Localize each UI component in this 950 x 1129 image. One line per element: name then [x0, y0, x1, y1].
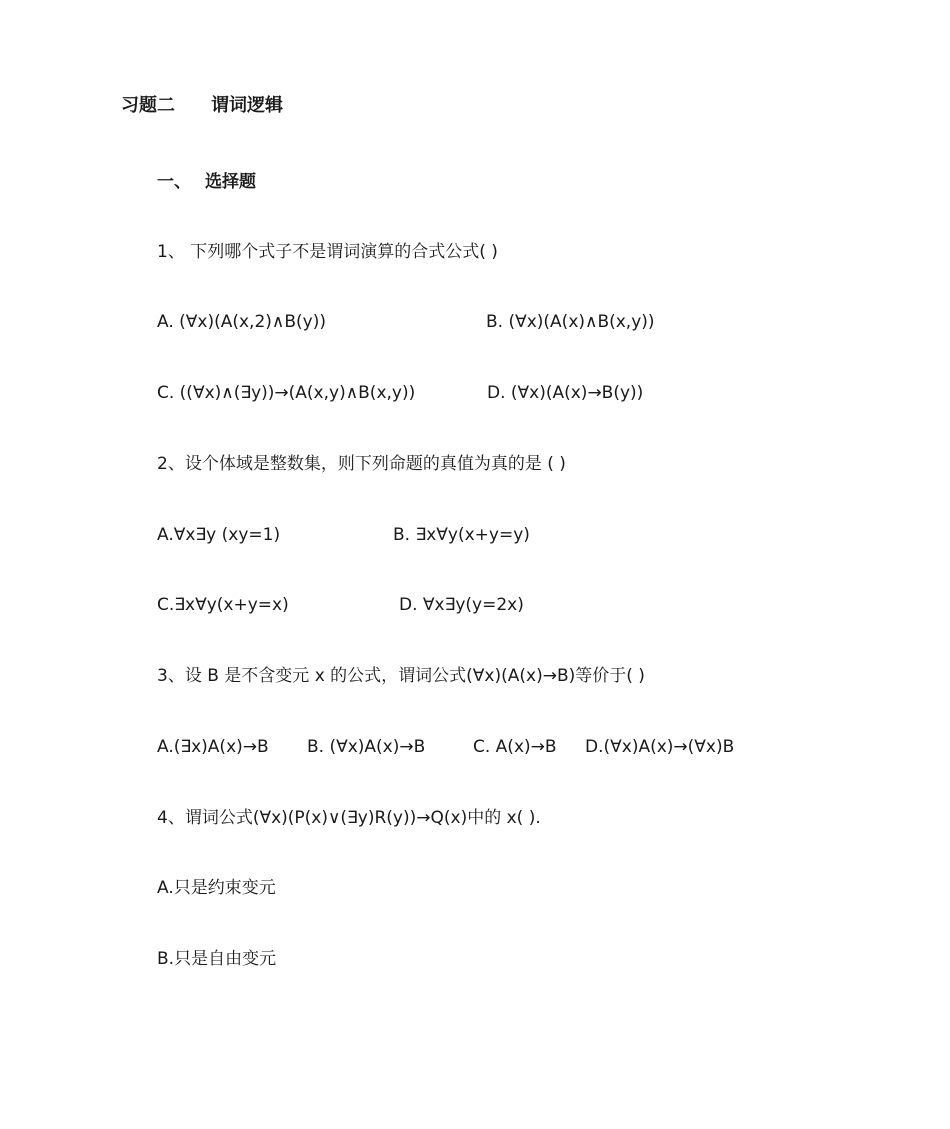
question-1-option-a: A. (∀x)(A(x,2)∧B(y)): [157, 312, 326, 332]
question-3-option-c: C. A(x)→B: [473, 737, 557, 757]
section-title: 选择题: [205, 172, 256, 192]
question-2-option-b: B. ∃x∀y(x+y=y): [393, 525, 530, 545]
question-4-option-b: B.只是自由变元: [157, 949, 277, 969]
question-2-stem: 2、设个体域是整数集，则下列命题的真值为真的是 ( ): [157, 454, 566, 474]
exercise-title: 谓词逻辑: [211, 95, 283, 116]
exercise-number: 习题二: [121, 95, 175, 116]
question-2-option-d: D. ∀x∃y(y=2x): [399, 595, 524, 615]
question-2-option-a: A.∀x∃y (xy=1): [157, 525, 281, 545]
question-3-option-b: B. (∀x)A(x)→B: [307, 737, 426, 757]
section-number: 一、: [157, 172, 191, 192]
question-4-stem: 4、谓词公式(∀x)(P(x)∨(∃y)R(y))→Q(x)中的 x( ).: [157, 808, 541, 828]
question-3-stem: 3、设 B 是不含变元 x 的公式，谓词公式(∀x)(A(x)→B)等价于( ): [157, 666, 645, 686]
question-1-option-b: B. (∀x)(A(x)∧B(x,y)): [486, 312, 655, 332]
question-4-option-a: A.只是约束变元: [157, 878, 276, 898]
question-2-option-c: C.∃x∀y(x+y=x): [157, 595, 289, 615]
question-1-stem: 1、 下列哪个式子不是谓词演算的合式公式( ): [157, 242, 498, 262]
question-1-option-c: C. ((∀x)∧(∃y))→(A(x,y)∧B(x,y)): [157, 383, 416, 403]
question-3-option-a: A.(∃x)A(x)→B: [157, 737, 269, 757]
question-3-option-d: D.(∀x)A(x)→(∀x)B: [585, 737, 735, 757]
question-1-option-d: D. (∀x)(A(x)→B(y)): [487, 383, 644, 403]
